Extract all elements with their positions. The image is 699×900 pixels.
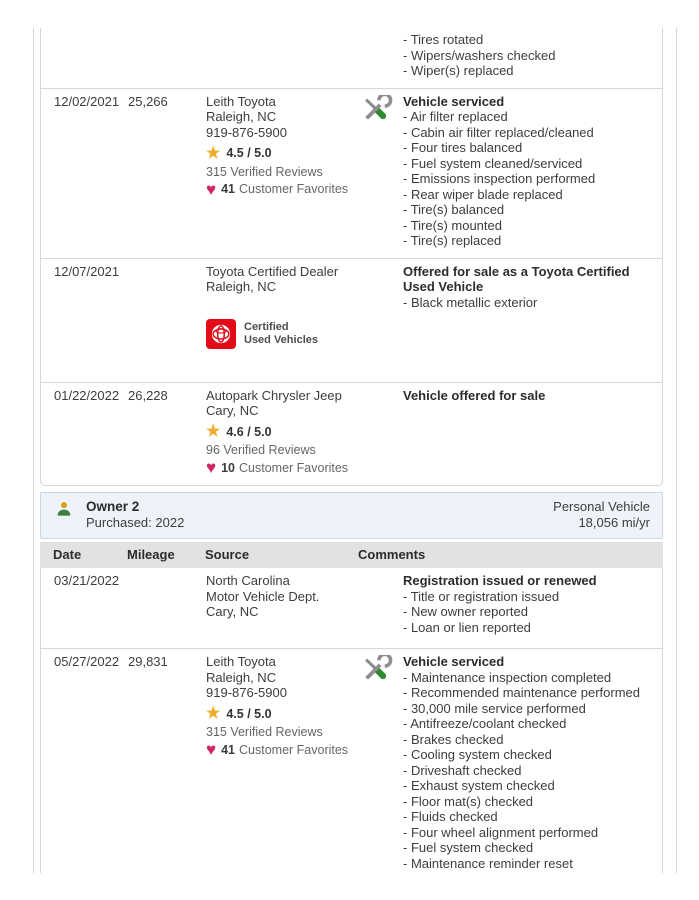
mileage-cell: 29,831 bbox=[128, 654, 168, 669]
comment-item: - Exhaust system checked bbox=[403, 778, 555, 793]
used-vehicles-label: Used Vehicles bbox=[244, 333, 318, 346]
source-cell bbox=[206, 94, 359, 249]
verified-reviews: 315 Verified Reviews bbox=[206, 164, 323, 179]
comment-item: - Wiper(s) replaced bbox=[403, 63, 514, 78]
source-line: Leith Toyota bbox=[206, 654, 276, 669]
table-row-carryover bbox=[41, 28, 662, 88]
comment-item: - Maintenance inspection completed bbox=[403, 669, 612, 685]
mileage-cell: 25,266 bbox=[128, 93, 168, 109]
source-line: Raleigh, NC bbox=[206, 109, 277, 124]
comments-cell bbox=[359, 264, 650, 373]
certified-used-vehicles-label bbox=[244, 321, 318, 347]
table-row-service bbox=[41, 88, 662, 258]
comment-item: - Brakes checked bbox=[403, 731, 504, 747]
comments-body bbox=[403, 32, 650, 79]
comment-item: - Floor mat(s) checked bbox=[403, 793, 534, 809]
source-line: Toyota Certified Dealer bbox=[206, 263, 339, 279]
comment-items bbox=[403, 670, 650, 872]
dealer-name-address bbox=[206, 388, 351, 419]
comment-items bbox=[403, 109, 650, 249]
source-cell bbox=[206, 654, 359, 871]
source-cell bbox=[206, 264, 359, 373]
mileage-cell bbox=[128, 264, 206, 373]
comment-title: Offered for sale as a Toyota Certified Used Vehicle bbox=[403, 263, 630, 294]
rating-value: 4.5 / 5.0 bbox=[226, 706, 272, 721]
table-column-headers bbox=[40, 542, 663, 568]
comments-cell bbox=[359, 32, 650, 79]
date-cell: 05/27/2022 bbox=[54, 654, 120, 669]
comment-item: - Driveshaft checked bbox=[403, 762, 522, 778]
owner2-title: Owner 2 bbox=[86, 499, 140, 514]
owner2-text bbox=[86, 499, 184, 531]
mileage-cell: 26,228 bbox=[128, 387, 168, 403]
mileage-cell bbox=[128, 573, 206, 639]
favorites-label: Customer Favorites bbox=[239, 742, 349, 757]
table-row-certified-offer bbox=[41, 258, 662, 382]
table-row-registration bbox=[41, 568, 662, 649]
heart-icon: ♥ bbox=[206, 740, 217, 760]
customer-favorites bbox=[206, 740, 351, 760]
owner2-identity bbox=[54, 499, 184, 531]
comments-body bbox=[403, 573, 650, 635]
history-section-inner bbox=[40, 28, 663, 873]
source-name-address bbox=[206, 573, 351, 620]
dealer-name-address bbox=[206, 654, 351, 701]
toyota-certified-logo bbox=[206, 319, 351, 349]
comments-body bbox=[403, 654, 650, 871]
source-line: Raleigh, NC bbox=[206, 669, 277, 685]
certified-label: Certified bbox=[244, 320, 289, 333]
comment-item: - Emissions inspection performed bbox=[403, 171, 596, 186]
comment-item: - 30,000 mile service performed bbox=[403, 700, 586, 716]
comment-items bbox=[403, 295, 650, 311]
source-column-header: Source bbox=[205, 547, 250, 562]
comments-cell bbox=[359, 94, 650, 249]
comment-item: - Maintenance reminder reset bbox=[403, 855, 573, 871]
dealer-name-address bbox=[206, 94, 351, 141]
star-icon: ★ bbox=[206, 144, 221, 162]
icon-spacer bbox=[359, 32, 403, 33]
comment-item: - Tire(s) mounted bbox=[403, 217, 502, 233]
date-column-header: Date bbox=[53, 547, 82, 562]
verified-reviews: 96 Verified Reviews bbox=[206, 443, 316, 457]
heart-icon: ♥ bbox=[206, 458, 217, 478]
customer-favorites bbox=[206, 458, 351, 478]
comments-cell bbox=[359, 654, 650, 871]
source-line: Cary, NC bbox=[206, 604, 259, 619]
icon-spacer bbox=[359, 388, 403, 389]
owner-person-icon bbox=[56, 501, 72, 522]
star-icon: ★ bbox=[206, 705, 221, 723]
comment-item: - Wipers/washers checked bbox=[403, 47, 556, 63]
source-line: Motor Vehicle Dept. bbox=[206, 588, 320, 604]
owner2-miles-per-year: 18,056 mi/yr bbox=[578, 515, 650, 530]
owner2-purchased: Purchased: 2022 bbox=[86, 515, 185, 530]
comment-items bbox=[403, 589, 650, 636]
comments-column-header: Comments bbox=[358, 547, 426, 562]
toyota-emblem-icon bbox=[206, 319, 236, 349]
history-section-card bbox=[33, 28, 677, 873]
source-line: North Carolina bbox=[206, 573, 290, 588]
source-line: 919-876-5900 bbox=[206, 685, 287, 700]
comment-title: Vehicle serviced bbox=[403, 93, 505, 109]
comment-item: - Tires rotated bbox=[403, 32, 484, 47]
mileage-cell bbox=[128, 32, 206, 79]
table-row-service bbox=[41, 649, 662, 873]
comment-title: Vehicle offered for sale bbox=[403, 387, 546, 403]
dealer-rating bbox=[206, 425, 351, 441]
comment-item: - Cooling system checked bbox=[403, 747, 552, 762]
table-row-offered-for-sale bbox=[41, 382, 662, 486]
source-line: Cary, NC bbox=[206, 403, 259, 418]
mileage-column-header: Mileage bbox=[127, 547, 175, 562]
heart-icon: ♥ bbox=[206, 179, 217, 199]
source-line: Raleigh, NC bbox=[206, 279, 277, 294]
tools-icon bbox=[359, 94, 403, 127]
favorites-label: Customer Favorites bbox=[239, 460, 349, 475]
verified-reviews: 315 Verified Reviews bbox=[206, 725, 323, 739]
comment-item: - Four tires balanced bbox=[403, 140, 523, 155]
date-cell: 03/21/2022 bbox=[54, 573, 120, 588]
dealer-name-address bbox=[206, 264, 351, 295]
comments-cell bbox=[359, 388, 650, 477]
tools-icon bbox=[359, 654, 403, 687]
icon-spacer bbox=[359, 264, 403, 265]
comment-item: - Recommended maintenance performed bbox=[403, 685, 641, 700]
comment-title: Registration issued or renewed bbox=[403, 573, 597, 588]
icon-spacer bbox=[359, 573, 403, 574]
star-icon: ★ bbox=[206, 423, 221, 441]
rating-value: 4.6 / 5.0 bbox=[226, 424, 272, 439]
comments-body bbox=[403, 388, 650, 404]
comment-item: - New owner reported bbox=[403, 604, 528, 619]
date-cell: 01/22/2022 bbox=[54, 387, 120, 403]
comment-item: - Loan or lien reported bbox=[403, 619, 531, 635]
owner2-usage bbox=[553, 499, 650, 531]
comment-item: - Antifreeze/coolant checked bbox=[403, 716, 567, 731]
source-line: Autopark Chrysler Jeep bbox=[206, 387, 342, 403]
comment-title: Vehicle serviced bbox=[403, 654, 505, 669]
source-cell bbox=[206, 32, 359, 79]
comments-body bbox=[403, 264, 650, 311]
comment-item: - Rear wiper blade replaced bbox=[403, 186, 563, 202]
comment-item: - Tire(s) replaced bbox=[403, 233, 502, 248]
comments-body bbox=[403, 94, 650, 249]
comment-item: - Cabin air filter replaced/cleaned bbox=[403, 124, 594, 140]
comment-item: - Fuel system cleaned/serviced bbox=[403, 155, 583, 171]
comment-item: - Air filter replaced bbox=[403, 109, 508, 124]
date-cell: 12/07/2021 bbox=[54, 263, 120, 279]
owner2-history-table bbox=[40, 568, 663, 873]
comment-item: - Four wheel alignment performed bbox=[403, 824, 599, 840]
source-line: Leith Toyota bbox=[206, 93, 276, 109]
favorites-label: Customer Favorites bbox=[239, 182, 349, 196]
source-cell bbox=[206, 388, 359, 477]
date-cell: 12/02/2021 bbox=[54, 93, 120, 109]
comment-item: - Black metallic exterior bbox=[403, 294, 538, 310]
owner1-history-table bbox=[40, 28, 663, 486]
source-cell bbox=[206, 573, 359, 639]
source-line: 919-876-5900 bbox=[206, 124, 287, 140]
favorites-count: 10 bbox=[221, 460, 235, 475]
comment-item: - Fuel system checked bbox=[403, 840, 534, 855]
comment-item: - Title or registration issued bbox=[403, 588, 560, 604]
dealer-rating bbox=[206, 707, 351, 723]
favorites-count: 41 bbox=[221, 742, 235, 757]
dealer-rating bbox=[206, 146, 351, 162]
owner2-use-type: Personal Vehicle bbox=[553, 499, 650, 514]
date-cell bbox=[54, 32, 128, 79]
customer-favorites bbox=[206, 179, 351, 199]
rating-value: 4.5 / 5.0 bbox=[226, 146, 272, 160]
comment-item: - Tire(s) balanced bbox=[403, 202, 505, 217]
favorites-count: 41 bbox=[221, 182, 235, 196]
comment-item: - Fluids checked bbox=[403, 809, 498, 824]
comments-cell bbox=[359, 573, 650, 639]
owner2-header-band bbox=[40, 492, 663, 539]
